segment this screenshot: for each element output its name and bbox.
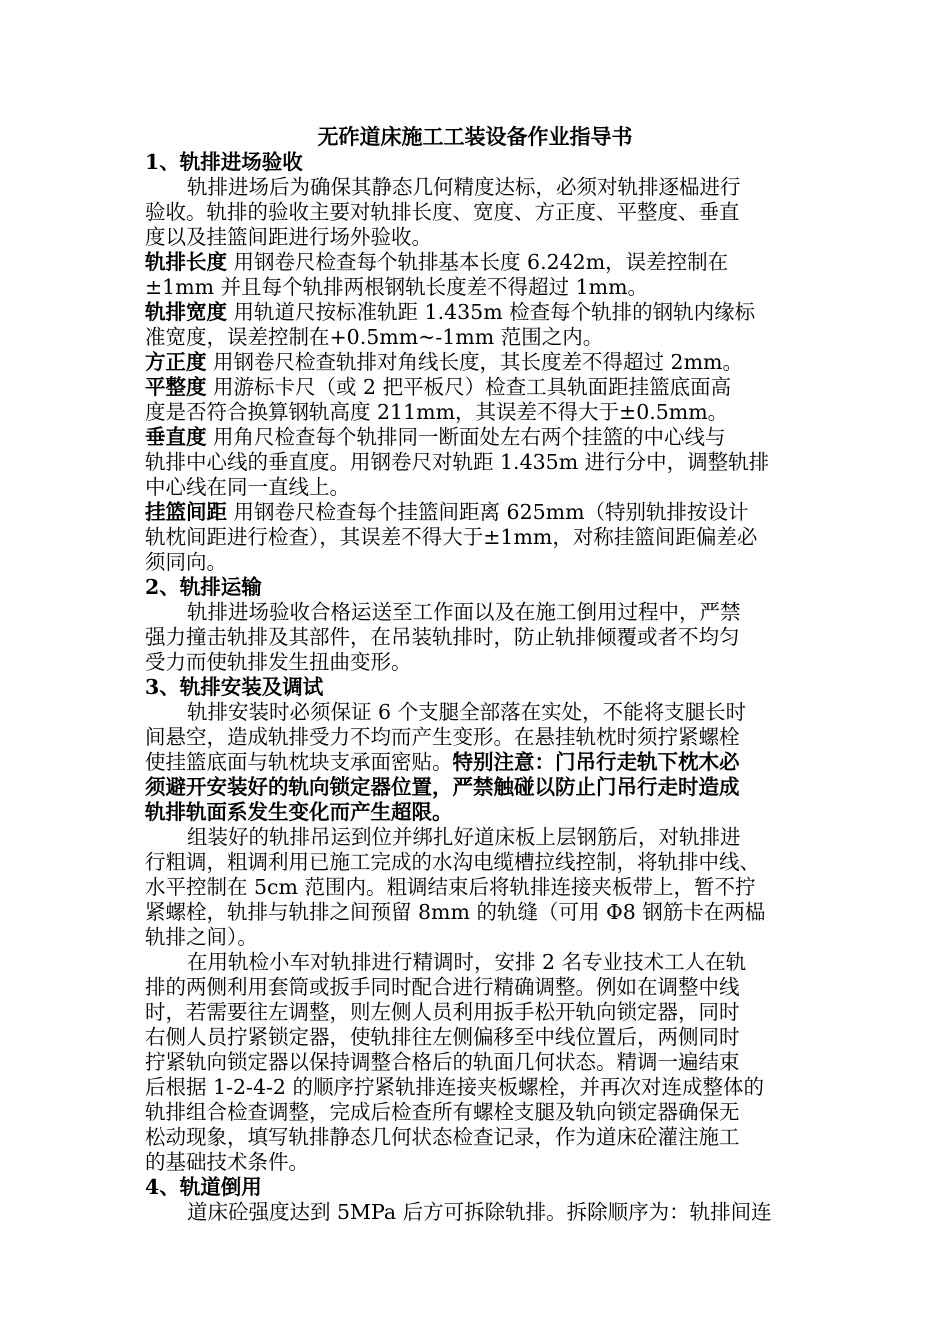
- text-line: [145, 225, 432, 250]
- text-line: [145, 650, 412, 675]
- text-line: [145, 1000, 740, 1025]
- text-line: [145, 525, 757, 550]
- text-line: [145, 725, 740, 750]
- text-line: [145, 900, 765, 925]
- text-line: [145, 800, 453, 825]
- text-line: [145, 1050, 740, 1075]
- text-line: [145, 575, 262, 600]
- text-line: [145, 850, 760, 875]
- body-text: 的基础技术条件。: [145, 1150, 309, 1174]
- body-text: 间悬空，造成轨排受力不均而产生变形。在悬挂轨枕时须拧紧螺栓: [145, 725, 740, 749]
- text-line: [145, 425, 726, 450]
- bold-heading: 4、轨道倒用: [145, 1175, 262, 1199]
- text-line: [145, 1125, 740, 1150]
- body-text: 使挂篮底面与轨枕块支承面密贴。: [145, 750, 453, 774]
- text-line: [145, 975, 740, 1000]
- body-text: 用钢卷尺检查轨排对角线长度，其长度差不得超过 2mm。: [206, 350, 743, 374]
- body-text: 在用轨检小车对轨排进行精调时，安排 2 名专业技术工人在轨: [187, 950, 747, 974]
- body-text: 轨排进场后为确保其静态几何精度达标，必须对轨排逐榀进行: [187, 175, 741, 199]
- bold-heading: 轨排宽度: [145, 300, 227, 324]
- text-line: [145, 675, 323, 700]
- bold-heading: 1、轨排进场验收: [145, 150, 303, 174]
- text-line: [145, 450, 769, 475]
- body-text: 用轨道尺按标准轨距 1.435m 检查每个轨排的钢轨内缘标: [227, 300, 756, 324]
- body-text: 时，若需要往左调整，则左侧人员利用扳手松开轨向锁定器，同时: [145, 1000, 740, 1024]
- body-text: 后根据 1-2-4-2 的顺序拧紧轨排连接夹板螺栓，并再次对连成整体的: [145, 1075, 764, 1099]
- body-text: 轨排之间）。: [145, 925, 258, 949]
- text-line: [145, 375, 731, 400]
- text-line: [145, 475, 350, 500]
- body-text: 验收。轨排的验收主要对轨排长度、宽度、方正度、平整度、垂直: [145, 200, 740, 224]
- body-text: 轨排中心线的垂直度。用钢卷尺对轨距 1.435m 进行分中，调整轨排: [145, 450, 770, 474]
- bold-heading: 垂直度: [145, 425, 207, 449]
- body-text: 须同向。: [145, 550, 227, 574]
- body-text: 受力而使轨排发生扭曲变形。: [145, 650, 412, 674]
- bold-heading: 须避开安装好的轨向锁定器位置，严禁触碰以防止门吊行走时造成: [145, 775, 740, 799]
- body-text: 用角尺检查每个轨排同一断面处左右两个挂篮的中心线与: [206, 425, 726, 449]
- body-text: 度是否符合换算钢轨高度 211mm，其误差不得大于±0.5mm。: [145, 400, 729, 424]
- bold-heading: 方正度: [145, 350, 207, 374]
- body-text: 用钢卷尺检查每个轨排基本长度 6.242m，误差控制在: [227, 250, 729, 274]
- body-text: 准宽度，误差控制在+0.5mm~-1mm 范围之内。: [145, 325, 604, 349]
- text-line: [145, 600, 741, 625]
- text-line: [145, 925, 258, 950]
- body-text: 用游标卡尺（或 2 把平板尺）检查工具轨面距挂篮底面高: [206, 375, 732, 399]
- body-text: 强力撞击轨排及其部件，在吊装轨排时，防止轨排倾覆或者不均匀: [145, 625, 740, 649]
- text-line: [145, 275, 648, 300]
- body-text: 道床砼强度达到 5MPa 后方可拆除轨排。拆除顺序为：轨排间连: [187, 1200, 772, 1224]
- body-text: 拧紧轨向锁定器以保持调整合格后的轨面几何状态。精调一遍结束: [145, 1050, 740, 1074]
- body-text: 用钢卷尺检查每个挂篮间距离 625mm（特别轨排按设计: [227, 500, 749, 524]
- body-text: 组装好的轨排吊运到位并绑扎好道床板上层钢筋后，对轨排进: [187, 825, 741, 849]
- text-line: [145, 1150, 309, 1175]
- text-line: [145, 400, 728, 425]
- text-line: [145, 1200, 772, 1225]
- body-text: 轨排组合检查调整，完成后检查所有螺栓支腿及轨向锁定器确保无: [145, 1100, 740, 1124]
- text-line: [145, 775, 740, 800]
- text-line: [145, 1025, 740, 1050]
- bold-note: 特别注意：门吊行走轨下枕木必: [452, 750, 740, 774]
- text-line: [145, 750, 740, 775]
- body-text: 右侧人员拧紧锁定器，使轨排往左侧偏移至中线位置后，两侧同时: [145, 1025, 740, 1049]
- text-line: [145, 1075, 764, 1100]
- text-line: [145, 175, 741, 200]
- body-text: 水平控制在 5cm 范围内。粗调结束后将轨排连接夹板带上，暂不拧: [145, 875, 756, 899]
- document-title: 无砟道床施工工装设备作业指导书: [317, 124, 633, 149]
- body-text: 轨排安装时必须保证 6 个支腿全部落在实处，不能将支腿长时: [187, 700, 747, 724]
- text-line: [145, 875, 756, 900]
- body-text: 度以及挂篮间距进行场外验收。: [145, 225, 432, 249]
- text-line: [145, 950, 746, 975]
- text-line: [145, 1175, 262, 1200]
- text-line: [145, 700, 746, 725]
- body-text: 紧螺栓，轨排与轨排之间预留 8mm 的轨缝（可用 Φ8 钢筋卡在两榀: [145, 900, 766, 924]
- body-text: ±1mm 并且每个轨排两根钢轨长度差不得超过 1mm。: [145, 275, 649, 299]
- text-line: [145, 825, 741, 850]
- text-line: [145, 625, 740, 650]
- text-line: [145, 150, 303, 175]
- text-line: [145, 200, 740, 225]
- text-line: [145, 350, 743, 375]
- body-text: 轨排进场验收合格运送至工作面以及在施工倒用过程中，严禁: [187, 600, 741, 624]
- body-text: 松动现象，填写轨排静态几何状态检查记录，作为道床砼灌注施工: [145, 1125, 740, 1149]
- text-line: [145, 325, 603, 350]
- bold-heading: 轨排长度: [145, 250, 227, 274]
- text-line: [145, 1100, 740, 1125]
- text-line: [145, 550, 227, 575]
- bold-heading: 2、轨排运输: [145, 575, 262, 599]
- body-text: 中心线在同一直线上。: [145, 475, 350, 499]
- text-line: [145, 300, 755, 325]
- text-line: [145, 250, 728, 275]
- body-text: 轨枕间距进行检查），其误差不得大于±1mm，对称挂篮间距偏差必: [145, 525, 758, 549]
- body-text: 排的两侧利用套筒或扳手同时配合进行精确调整。例如在调整中线: [145, 975, 740, 999]
- bold-heading: 平整度: [145, 375, 207, 399]
- bold-heading: 挂篮间距: [145, 500, 227, 524]
- body-text: 行粗调，粗调利用已施工完成的水沟电缆槽拉线控制，将轨排中线、: [145, 850, 760, 874]
- text-line: [145, 500, 749, 525]
- bold-heading: 轨排轨面系发生变化而产生超限。: [145, 800, 453, 824]
- bold-heading: 3、轨排安装及调试: [145, 675, 324, 699]
